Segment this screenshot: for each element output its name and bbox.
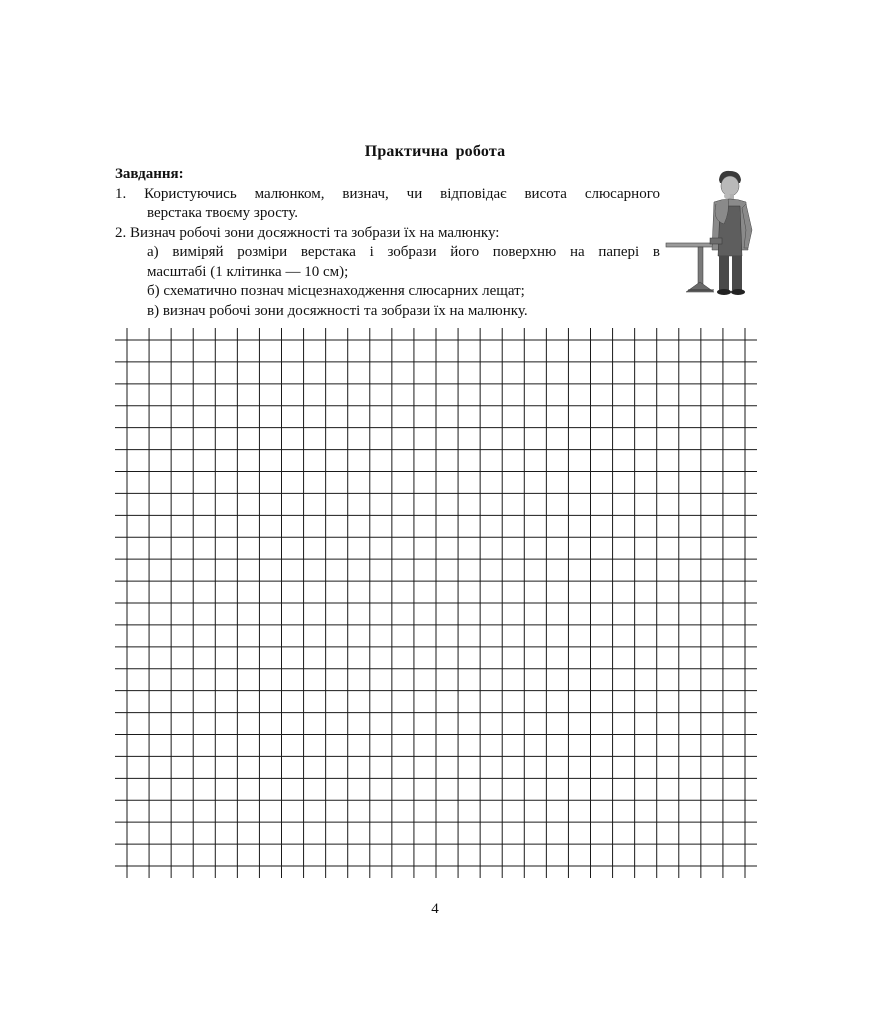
boy-right-leg	[732, 256, 742, 290]
grid-svg	[115, 328, 757, 878]
subitem-b-line-1: б) схематично познач місцезнаходження слюсарних лещат;	[147, 283, 525, 299]
task-block	[115, 165, 660, 321]
subitem-c-line-1: в) визнач робочі зони досяжності та зобрази їх на малюнку.	[147, 302, 528, 319]
task-item-2-line-1: 2. Визнач робочі зони досяжності та зобрази їх на малюнку:	[115, 224, 500, 241]
task-item-1-line-2: верстака твоєму зросту.	[147, 205, 298, 221]
task-item-1	[115, 185, 660, 224]
task-item-1-line-1: 1. Користуючись малюнком, визнач, чи відповідає висота слюсарного	[115, 185, 660, 202]
subitem-a-line-1: а) виміряй розміри верстака і зобрази його поверхню на папері в	[147, 244, 660, 260]
task-heading: Завдання:	[115, 166, 184, 182]
drawing-grid[interactable]	[115, 328, 757, 878]
subitem-c	[115, 302, 660, 322]
subitem-a-line-2: масштабі (1 клітинка — 10 см);	[147, 263, 349, 280]
workbench-leg	[698, 247, 703, 285]
subitem-b	[115, 282, 660, 302]
page-title: Практична робота	[364, 143, 506, 160]
subitem-a	[115, 243, 660, 282]
page-number: 4	[431, 901, 439, 917]
task-item-2	[115, 224, 660, 244]
boy-left-leg	[719, 256, 729, 290]
boy-at-workbench-illustration	[664, 168, 764, 300]
boy-at-workbench-icon	[664, 168, 764, 300]
workbench	[666, 243, 718, 292]
boy-head	[721, 176, 739, 196]
boy-figure	[710, 171, 752, 295]
